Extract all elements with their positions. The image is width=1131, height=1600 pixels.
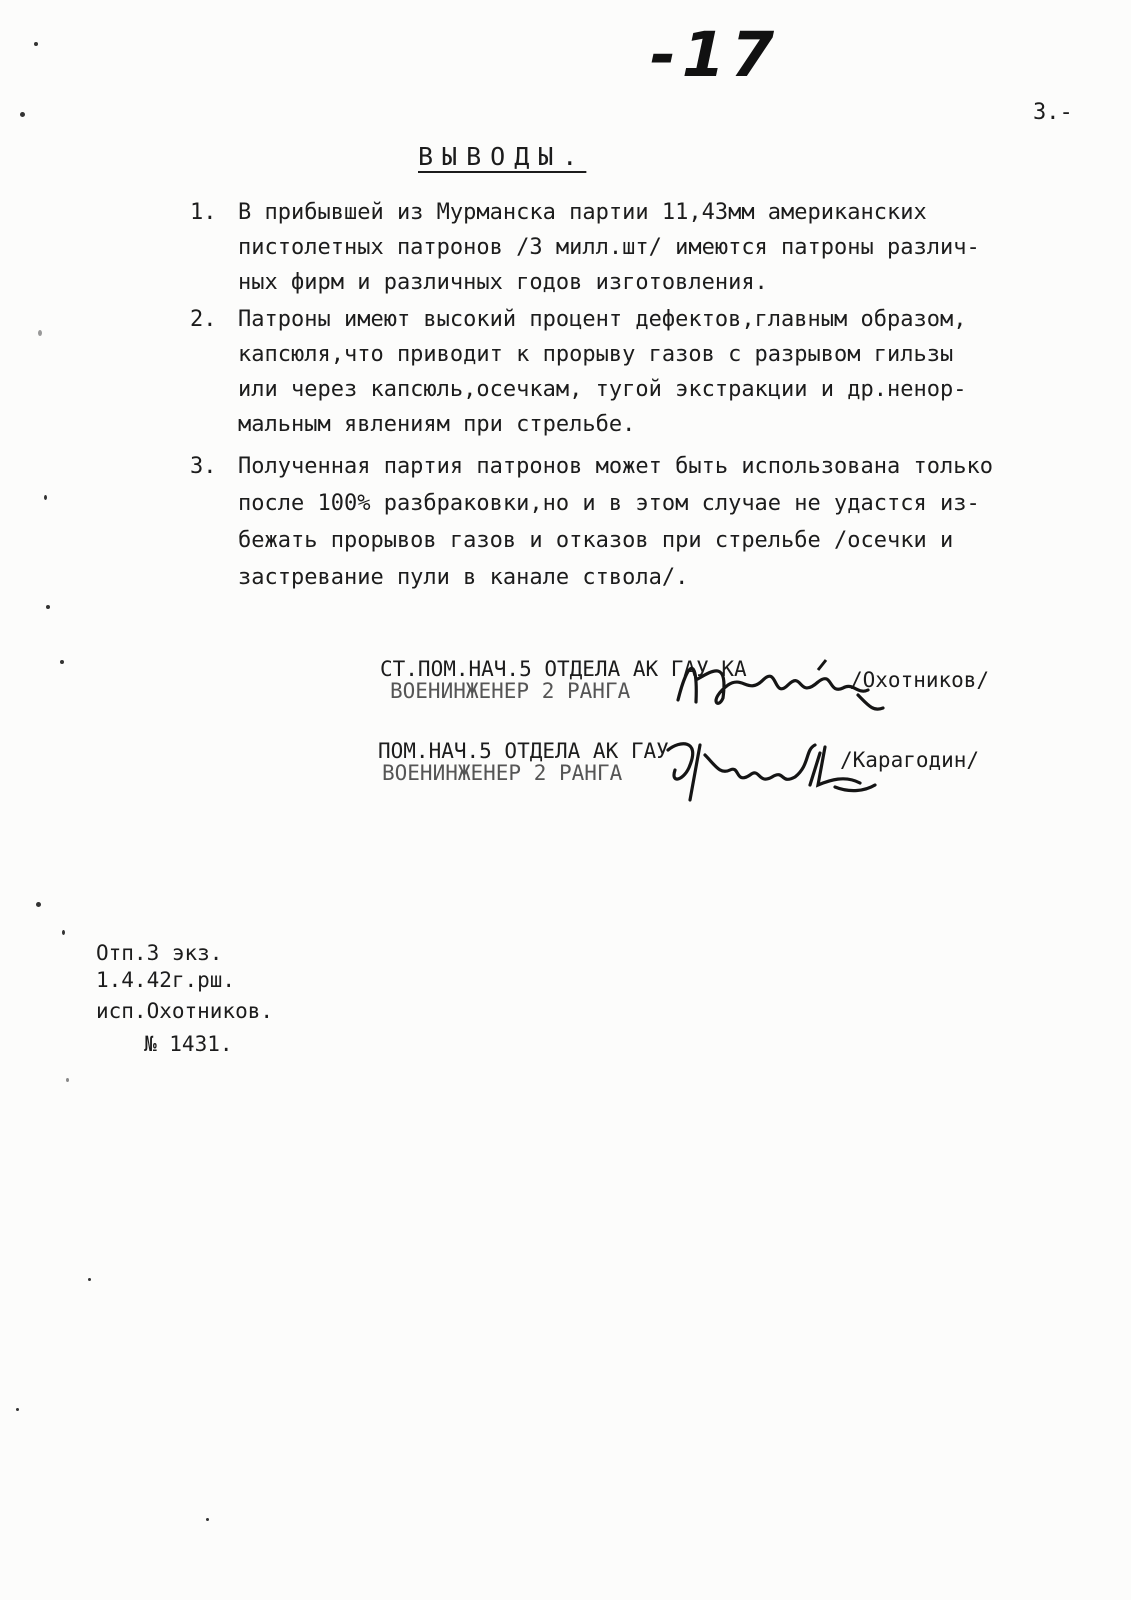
signatory-rank: ВОЕНИНЖЕНЕР 2 РАНГА	[382, 761, 623, 785]
handwritten-signature-2	[660, 725, 890, 805]
scan-speck	[38, 330, 42, 336]
item-line: бежать прорывов газов и отказов при стрельбе /осечки и	[238, 528, 954, 553]
item-line: Полученная партия патронов может быть использована только	[238, 454, 993, 479]
signatory-title: СТ.ПОМ.НАЧ.5 ОТДЕЛА АК ГАУ КА	[380, 657, 747, 681]
item-line: после 100% разбраковки,но и в этом случае не удастся из-	[238, 491, 980, 516]
signatory-name: /Охотников/	[850, 668, 990, 692]
scan-speck	[62, 930, 65, 935]
page-number: 3.-	[1033, 100, 1073, 125]
item-line: капсюля,что приводит к прорыву газов с разрывом гильзы	[238, 342, 954, 367]
item-line: или через капсюль,осечкам, тугой экстракции и др.ненор-	[238, 377, 967, 402]
executor-note: исп.Охотников.	[96, 999, 274, 1023]
item-number: 1.	[190, 200, 217, 225]
folio-number: -17	[642, 18, 788, 91]
date-note: 1.4.42г.рш.	[96, 968, 236, 992]
signature-block-2	[378, 740, 669, 784]
signatory-rank: ВОЕНИНЖЕНЕР 2 РАНГА	[390, 679, 631, 703]
signatory-title: ПОМ.НАЧ.5 ОТДЕЛА АК ГАУ	[378, 739, 669, 763]
document-heading: ВЫВОДЫ.	[418, 142, 587, 171]
registration-number: № 1431.	[144, 1032, 233, 1056]
item-line: застревание пули в канале ствола/.	[238, 565, 689, 590]
scan-speck	[20, 112, 25, 117]
scan-speck	[16, 1408, 19, 1411]
scan-speck	[206, 1518, 209, 1521]
item-line: В прибывшей из Мурманска партии 11,43мм американских	[238, 200, 927, 225]
scan-speck	[66, 1078, 69, 1082]
scan-speck	[60, 660, 64, 664]
signatory-name: /Карагодин/	[840, 748, 980, 772]
scan-speck	[36, 902, 41, 907]
handwritten-signature-1	[668, 640, 928, 720]
item-line: мальным явлениям при стрельбе.	[238, 412, 636, 437]
scan-speck	[34, 42, 38, 46]
document-footer	[96, 940, 273, 1058]
scan-speck	[88, 1278, 91, 1281]
item-number: 3.	[190, 454, 217, 479]
scan-speck	[46, 605, 50, 609]
copies-note: Отп.3 экз.	[96, 941, 223, 965]
item-line: Патроны имеют высокий процент дефектов,главным образом,	[238, 307, 967, 332]
scan-speck	[44, 495, 47, 500]
item-line: ных фирм и различных годов изготовления.	[238, 270, 768, 295]
item-line: пистолетных патронов /3 милл.шт/ имеются патроны различ-	[238, 235, 980, 260]
item-number: 2.	[190, 307, 217, 332]
